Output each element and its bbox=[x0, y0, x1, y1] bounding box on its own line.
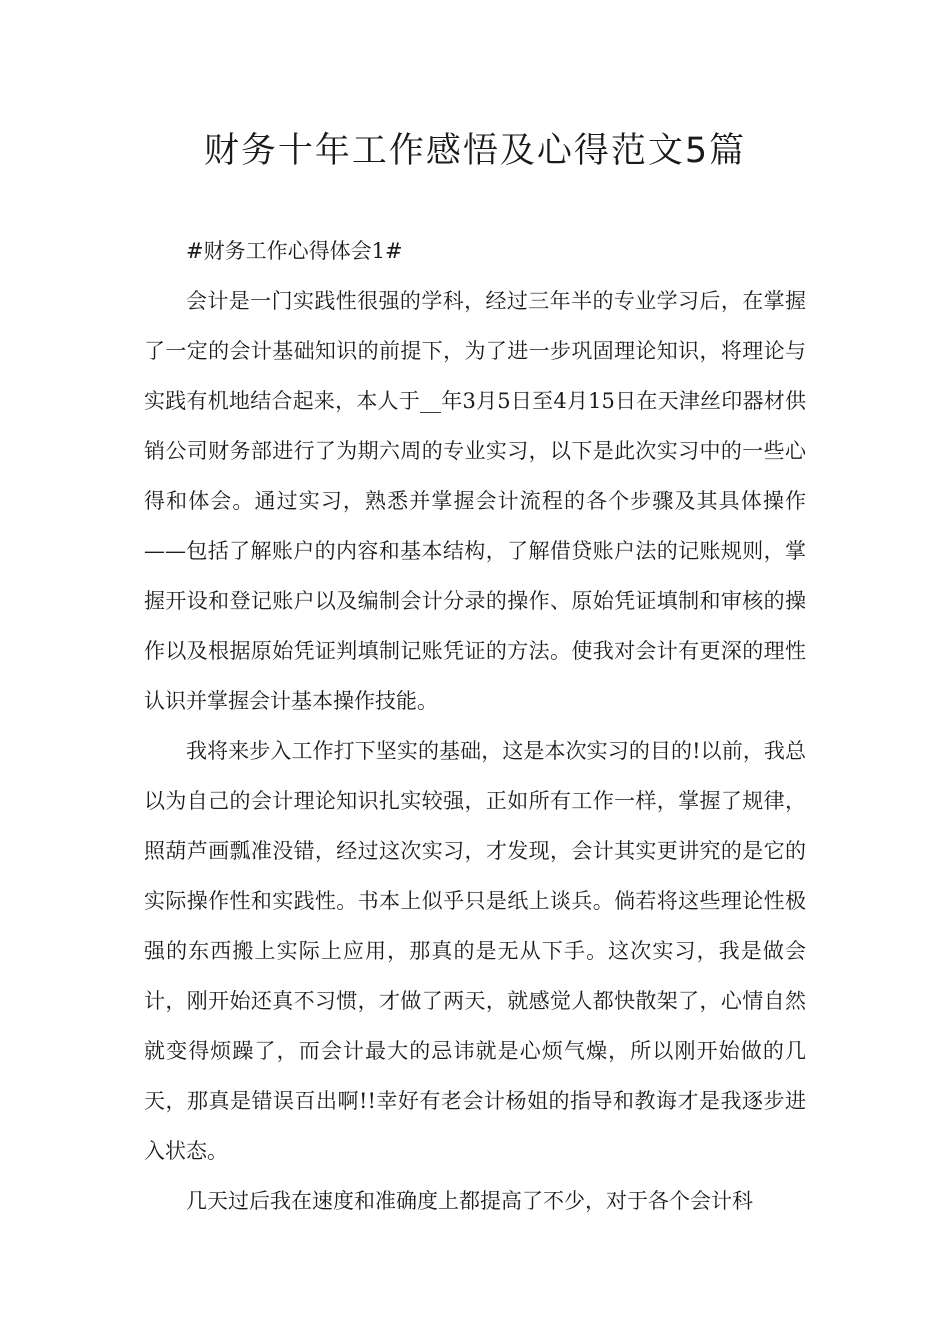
document-body bbox=[144, 226, 806, 1226]
body-paragraph: 几天过后我在速度和准确度上都提高了不少，对于各个会计科 bbox=[186, 1189, 753, 1213]
body-paragraph: 会计是一门实践性很强的学科，经过三年半的专业学习后，在掌握了一定的会计基础知识的前提下，为了进一步巩固理论知识，将理论与实践有机地结合起来，本人于__年3月5日至4月15日在天津丝印器材供销公司财务部进行了为期六周的专业实习，以下是此次实习中的一些心得和体会。通过实习，熟悉并掌握会计流程的各个步骤及其具体操作——包括了解账户的内容和基本结构，了解借贷账户法的记账规则，掌握开设和登记账户以及编制会计分录的操作、原始凭证填制和审核的操作以及根据原始凭证判填制记账凭证的方法。使我对会计有更深的理性认识并掌握会计基本操作技能。 bbox=[144, 289, 806, 713]
document-title: 财务十年工作感悟及心得范文5篇 bbox=[203, 131, 747, 171]
body-paragraph: 我将来步入工作打下坚实的基础，这是本次实习的目的!以前，我总以为自己的会计理论知识扎实较强，正如所有工作一样，掌握了规律，照葫芦画瓢准没错，经过这次实习，才发现，会计其实更讲究的是它的实际操作性和实践性。书本上似乎只是纸上谈兵。倘若将这些理论性极强的东西搬上实际上应用，那真的是无从下手。这次实习，我是做会计，刚开始还真不习惯，才做了两天，就感觉人都快散架了，心情自然就变得烦躁了，而会计最大的忌讳就是心烦气燥，所以刚开始做的几天，那真是错误百出啊!!幸好有老会计杨姐的指导和教诲才是我逐步进入状态。 bbox=[144, 739, 806, 1163]
section-heading: #财务工作心得体会1# bbox=[186, 239, 403, 263]
